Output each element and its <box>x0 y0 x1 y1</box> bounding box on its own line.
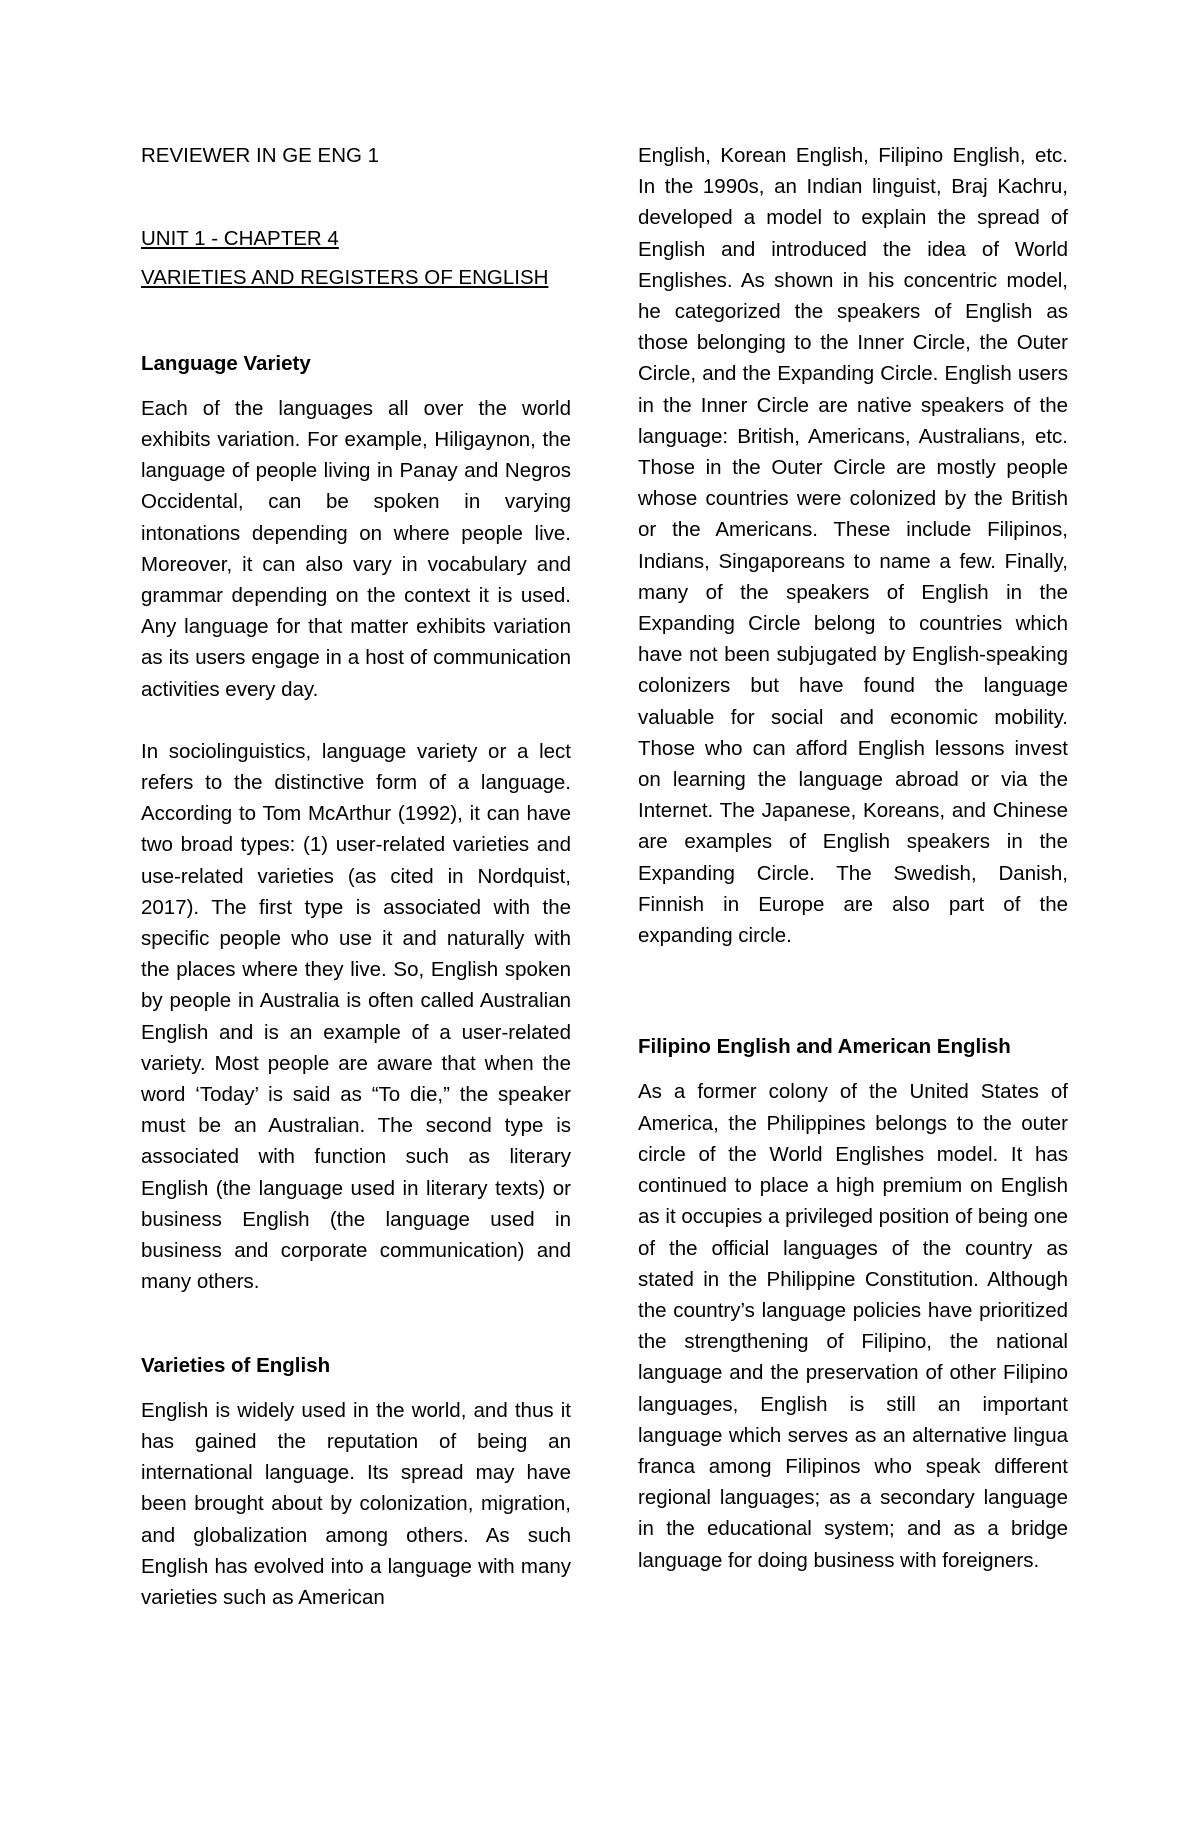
right-column <box>638 140 1068 1576</box>
filipino-english-heading: Filipino English and American English <box>638 1035 1011 1059</box>
language-variety-paragraph-2: In sociolinguistics, language variety or a lect refers to the distinctive form of a language. According to Tom McArthur (1992), it can have two broad types: (1) user-related varieties and use-related varieties (as cited in Nordquist, 2017). The first type is associated with the specific people who use it and naturally with the places where they live. So, English spoken by people in Australia is often called Australian English and is an example of a user-related variety. Most people are aware that when the word ‘Today’ is said as “To die,” the speaker must be an Australian. The second type is associated with function such as literary English (the language used in literary texts) or business English (the language used in business and corporate communication) and many others. <box>141 739 571 1294</box>
filipino-english-paragraph: As a former colony of the United States of America, the Philippines belongs to the outer circle of the World Englishes model. It has continued to place a high premium on English as it occupies a privileged position of being one of the official languages of the country as stated in the Philippine Constitution. Although the country’s language policies have prioritized the strengthening of Filipino, the national language and the preservation of other Filipino languages, English is still an important language which serves as an alternative lingua franca among Filipinos who speak different regional languages; as a secondary language in the educational system; and as a bridge language for doing business with foreigners. <box>638 1080 1068 1572</box>
unit-label: UNIT 1 - CHAPTER 4 <box>141 227 339 251</box>
varieties-of-english-paragraph-right: English, Korean English, Filipino English, etc. In the 1990s, an Indian linguist, Braj Kachru, developed a model to explain the spread of English and introduced the idea of World Englishes. As shown in his concentric model, he categorized the speakers of English as those belonging to the Inner Circle, the Outer Circle, and the Expanding Circle. English users in the Inner Circle are native speakers of the language: British, Americans, Australians, etc. Those in the Outer Circle are mostly people whose countries were colonized by the British or the Americans. These include Filipinos, Indians, Singaporeans to name a few. Finally, many of the speakers of English in the Expanding Circle belong to countries which have not been subjugated by English-speaking colonizers but have found the language valuable for social and economic mobility. Those who can afford English lessons invest on learning the language abroad or via the Internet. The Japanese, Koreans, and Chinese are examples of English speakers in the Expanding Circle. The Swedish, Danish, Finnish in Europe are also part of the expanding circle. <box>638 144 1068 948</box>
document-title: REVIEWER IN GE ENG 1 <box>141 144 380 167</box>
chapter-title: VARIETIES AND REGISTERS OF ENGLISH <box>141 266 549 290</box>
language-variety-paragraph-1: Each of the languages all over the world exhibits variation. For example, Hiligaynon, the language of people living in Panay and Negros Occidental, can be spoken in varying intonations depending on where people live. Moreover, it can also vary in vocabulary and grammar depending on the context it is used. Any language for that matter exhibits variation as its users engage in a host of communication activities every day. <box>141 396 571 701</box>
left-column <box>141 140 571 1613</box>
varieties-of-english-paragraph-left: English is widely used in the world, and thus it has gained the reputation of being an international language. Its spread may have been brought about by colonization, migration, and globalization among others. As such English has evolved into a language with many varieties such as American <box>141 1398 571 1609</box>
varieties-of-english-heading: Varieties of English <box>141 1353 331 1377</box>
language-variety-heading: Language Variety <box>141 351 311 375</box>
